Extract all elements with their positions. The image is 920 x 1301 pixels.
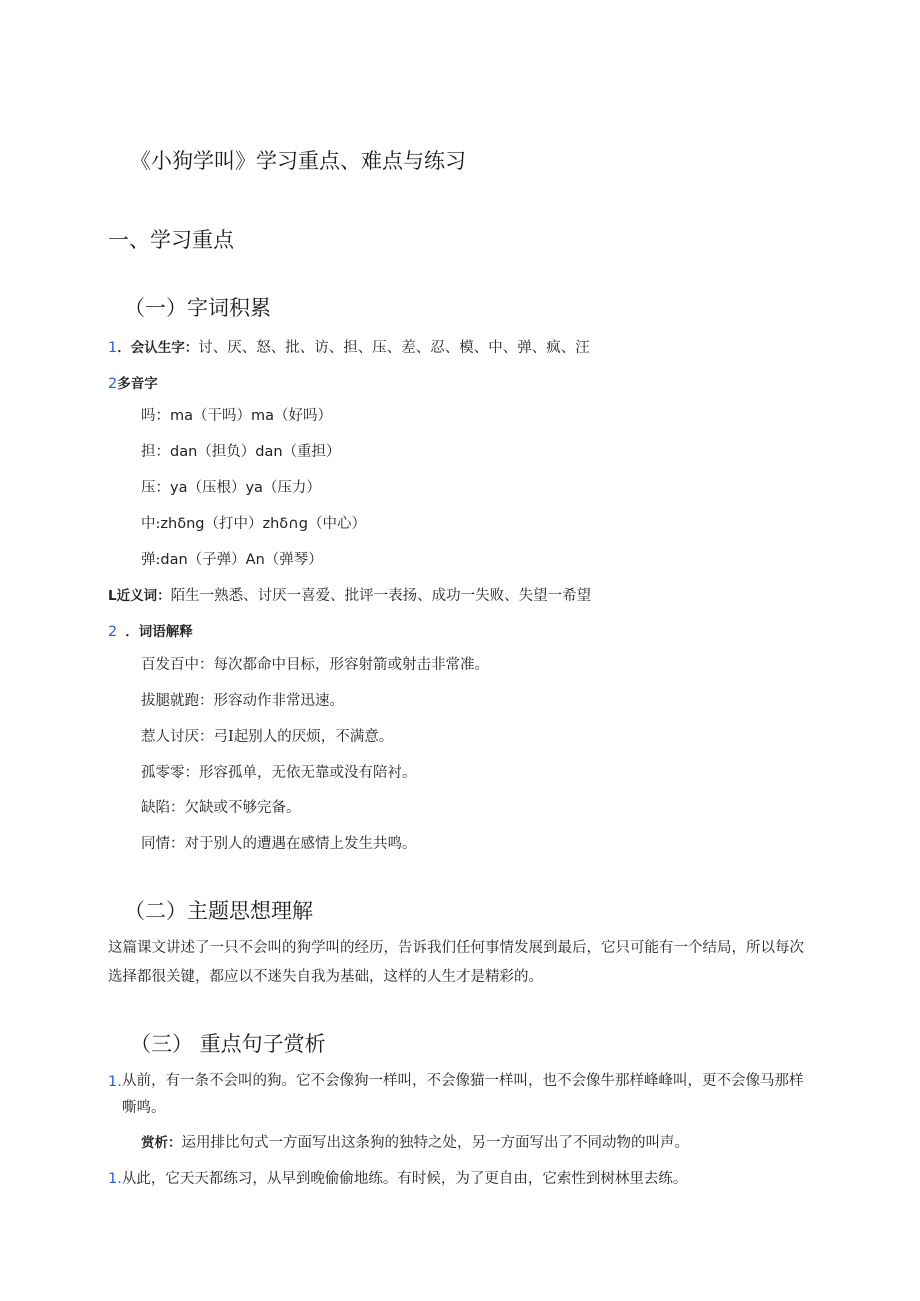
item-polyphonic-heading <box>108 374 158 394</box>
poly-word: （压力） <box>262 480 321 496</box>
poly-word: （子弹） <box>187 552 246 568</box>
poly-reading: ma <box>170 408 194 424</box>
polyphonic-row <box>141 514 366 534</box>
poly-reading: zhδ∩g <box>262 516 308 532</box>
poly-word: （干吗） <box>193 408 252 424</box>
theme-paragraph: 这篇课文讲述了一只不会叫的狗学叫的经历，告诉我们任何事情发展到最后，它只可能有一个结局，所以每次选择都很关键，都应以不迷失自我为基础，这样的人生才是精彩的。 <box>108 940 804 985</box>
poly-word: （弹琴） <box>264 552 323 568</box>
item-antonyms <box>108 586 591 606</box>
poly-word: （担负） <box>197 444 256 460</box>
poly-char: 弹: <box>141 552 161 568</box>
poly-reading: ma <box>251 408 275 424</box>
poly-char: 中: <box>141 516 161 532</box>
poly-word: （打中） <box>204 516 263 532</box>
item-label: ．会认生字： <box>117 340 199 356</box>
item-text: 陌生一熟悉、讨厌一喜爱、批评一表扬、成功一失败、失望一希望 <box>170 588 592 604</box>
note-text: 运用排比句式一方面写出这条狗的独特之处，另一方面写出了不同动物的叫声。 <box>181 1135 689 1151</box>
item-word-explanation-heading <box>108 622 193 642</box>
word-explanation: 缺陷：欠缺或不够完备。 <box>141 800 301 816</box>
item-number: 1 <box>108 340 118 356</box>
poly-word: （好吗） <box>274 408 333 424</box>
polyphonic-row <box>141 442 341 462</box>
poly-reading: ya <box>170 480 188 496</box>
sentence-number: 1. <box>108 1171 122 1187</box>
sentence-number: 1. <box>108 1074 122 1090</box>
poly-char: 压： <box>141 480 170 496</box>
poly-reading: dan <box>170 444 198 460</box>
poly-char: 担： <box>141 444 170 460</box>
poly-word: （重担） <box>282 444 341 460</box>
subsection-heading-theme: （二）主题思想理解 <box>124 899 313 923</box>
word-explanation: 拔腿就跑：形容动作非常迅速。 <box>141 693 344 709</box>
section-heading-key-points: 一、学习重点 <box>108 228 234 252</box>
item-number: 2 <box>108 376 118 392</box>
poly-char: 吗： <box>141 408 170 424</box>
word-explanation: 惹人讨厌：弓I起别人的厌烦，不满意。 <box>141 729 394 745</box>
subsection-heading-key-sentences: （三） 重点句子赏析 <box>130 1032 326 1056</box>
poly-reading: zhδng <box>160 516 205 532</box>
item-label: L近义词： <box>108 588 171 604</box>
poly-word: （中心） <box>307 516 366 532</box>
key-sentence-2 <box>108 1169 687 1189</box>
word-explanation: 同情：对于别人的遭遇在感情上发生共鸣。 <box>141 836 417 852</box>
poly-word: （压根） <box>187 480 246 496</box>
item-text: 讨、厌、怒、批、访、担、压、差、忍、模、中、弹、疯、汪 <box>198 340 590 356</box>
item-recognize-characters <box>108 338 590 358</box>
polyphonic-row <box>141 550 323 570</box>
poly-reading: dan <box>160 552 188 568</box>
poly-reading: ya <box>245 480 263 496</box>
word-explanation: 孤零零：形容孤单，无依无靠或没有陪衬。 <box>141 765 417 781</box>
item-number: 2 <box>108 624 118 640</box>
item-label: ．词语解释 <box>125 624 193 640</box>
document-title: 《小狗学叫》学习重点、难点与练习 <box>130 149 466 173</box>
polyphonic-row <box>141 478 321 498</box>
note-label: 赏析： <box>141 1135 182 1151</box>
sentence-text: 从前，有一条不会叫的狗。它不会像狗一样叫，不会像猫一样叫，也不会像牛那样峰峰叫，更不会像马那样嘶鸣。 <box>122 1073 804 1116</box>
item-label: 多音字 <box>117 376 158 392</box>
subsection-heading-vocabulary: （一）字词积累 <box>124 296 271 320</box>
sentence-text: 从此，它天天都练习，从早到晚偷偷地练。有时候，为了更自由，它索性到树林里去练。 <box>121 1171 688 1187</box>
polyphonic-row <box>141 406 332 426</box>
appreciation-note <box>141 1133 689 1153</box>
poly-reading: An <box>245 552 265 568</box>
poly-reading: dan <box>255 444 283 460</box>
word-explanation: 百发百中：每次都命中目标，形容射箭或射击非常准。 <box>141 657 489 673</box>
